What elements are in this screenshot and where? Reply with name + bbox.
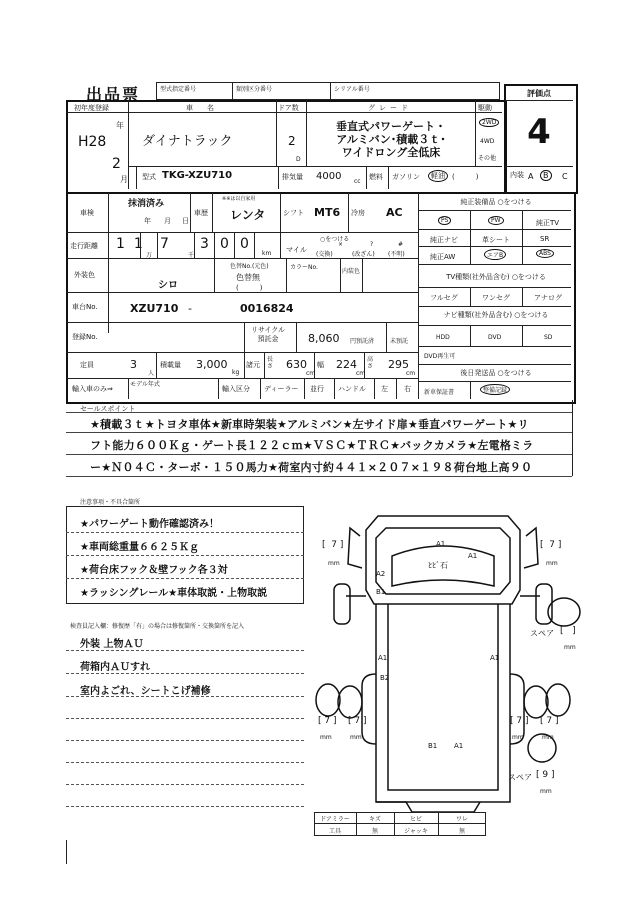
shashu-note: ※※は以自家用 [222, 196, 256, 202]
legend-tools-label: 工具 [328, 828, 341, 835]
drive-4wd: 4WD [480, 138, 495, 145]
month-unit: 月 [120, 175, 128, 184]
tire-rear-left-inner [338, 686, 362, 718]
shodo-label: 初年度登録 [74, 104, 109, 112]
reibou-value: AC [386, 206, 403, 219]
km-unit: km [262, 250, 272, 257]
height-label: 高さ [366, 356, 373, 370]
mileage-circle-note: ○をつける [320, 236, 350, 243]
registration-month: 2 [112, 156, 121, 172]
damage-a1-left: A1 [378, 654, 388, 662]
gaiso-value: シロ [158, 280, 178, 291]
length-value: 630 [286, 358, 307, 371]
dvd-playback: DVD再生可 [424, 353, 456, 360]
body-outline [376, 604, 510, 802]
fuel-diesel-circled: 軽油 [428, 170, 448, 182]
door-unit: D [296, 156, 301, 163]
mm-fl: mm [328, 560, 340, 567]
haikiryo-label: 排気量 [282, 173, 303, 181]
note-4: ★ラッシングレール★車体取説・上物取説 [80, 588, 268, 599]
mm-rr1: mm [512, 734, 524, 741]
tire-depth-front-left: [ 7 ] [322, 540, 344, 550]
legend-hibi: ヒビ [409, 816, 422, 823]
shaken-label: 車検 [80, 209, 94, 217]
sales-line-2: フト能力６００Ｋｇ・ゲート長１２２ｃｍ★ＶＳＣ★ＴＲＣ★バックカメラ★左電格ミラ [90, 439, 534, 452]
eq-abs-circled: ABS [536, 249, 554, 258]
evaluation-label: 評価点 [527, 89, 551, 98]
door-count: 2 [288, 134, 296, 148]
heiko-option: 並行 [310, 385, 324, 393]
tire-front-left [334, 584, 350, 624]
mm-spare2: mm [540, 788, 552, 795]
naiso-color-label: 内装色 [341, 268, 360, 275]
sales-points-label: セールスポイント [80, 405, 136, 413]
teiin-value: 3 [130, 358, 137, 371]
shashu-value: レンタ [230, 208, 266, 222]
naiso-c: C [562, 172, 568, 181]
tire-depth-rear-right-1: [ 7 ] [510, 716, 529, 726]
rear-bumper [376, 802, 480, 812]
navi-sd: SD [544, 334, 553, 341]
damage-b1-bottom: B1 [428, 742, 438, 750]
kudo-label: 駆動 [478, 104, 492, 112]
damage-a1-bottom: A1 [454, 742, 464, 750]
mirror-left [348, 528, 362, 568]
colorno-label: カラーNo. [290, 264, 318, 271]
legend-tools-value: 無 [371, 828, 378, 835]
eq-sr: SR [540, 235, 550, 243]
mileage-digit-6: 0 [240, 236, 249, 252]
fuel-other: ( ) [452, 173, 479, 181]
eq-navi: 純正ナビ [430, 236, 458, 244]
legend-kizu: キズ [369, 816, 381, 823]
spare-label-2: スペア [508, 773, 532, 782]
legend-door-mirror: ドアミラー [320, 816, 350, 823]
chassis-number: 0016824 [240, 302, 294, 315]
irogae-label: 色替No.(元色) [230, 263, 269, 270]
navi-dvd: DVD [488, 334, 502, 341]
mm-spare1: mm [564, 644, 576, 651]
chassis-model: XZU710 [130, 302, 179, 315]
body-inner [388, 604, 498, 790]
model-year-label: モデル年式 [130, 381, 160, 388]
evaluation-score: 4 [527, 112, 551, 152]
gaiso-label: 外装色 [74, 271, 95, 279]
man-unit: 万 [146, 252, 153, 259]
note-3: ★荷台床フック＆壁フック各３対 [80, 565, 228, 576]
eq-aw: 純正AW [430, 253, 456, 261]
handle-right: 右 [404, 385, 411, 393]
header-number-box [156, 82, 500, 100]
shamei-label: 車名 [186, 104, 228, 112]
sen-unit: 千 [188, 252, 195, 259]
cm-unit-1: cm [306, 370, 316, 377]
spare-depth-1: [ ] [560, 626, 576, 636]
handle-label: ハンドル [338, 385, 366, 393]
notes-label: 注意事項・不具合箇所 [80, 499, 141, 506]
teiin-label: 定員 [80, 361, 94, 369]
katashiki-value: TKG-XZU710 [162, 170, 233, 181]
naiso-label: 内装 [510, 171, 524, 179]
mileage-digit-1: 1 [116, 236, 125, 252]
shaken-year-unit: 年 [144, 217, 151, 225]
year-unit: 年 [116, 121, 124, 130]
length-label: 長さ [266, 356, 273, 370]
registration-no-label: 登録No. [72, 333, 98, 341]
recycle-paid: 円預託済 [350, 338, 375, 345]
height-value: 295 [388, 358, 409, 371]
kokan-option: (交換) [316, 251, 333, 258]
naiso-b-circled: B [540, 170, 552, 181]
mile-option: マイル [286, 246, 307, 254]
mileage-digit-3: 7 [160, 236, 169, 252]
cc-unit: cc [354, 178, 361, 185]
inspection-1: 外装 上物ＡＵ [80, 639, 144, 650]
haikiryo-value: 4000 [316, 171, 342, 182]
sheet-title: 出品票 [86, 85, 141, 104]
tire-rear-left-outer [316, 684, 340, 716]
eq-pw-circled: PW [488, 216, 504, 225]
inspection-2: 荷箱内ＡＵすれ [80, 662, 150, 673]
tire-depth-rear-right-2: [ 7 ] [540, 716, 559, 726]
naiso-a: A [528, 172, 534, 181]
eq-leather: 革シート [482, 236, 510, 244]
spare-label-1: スペア [530, 629, 554, 638]
recycle-amount: 8,060 [308, 332, 340, 345]
katashiki-label: 型式 [142, 173, 156, 181]
tire-depth-front-right: [ 7 ] [540, 540, 562, 550]
import-label: 輸入車のみ⇒ [72, 385, 113, 393]
eq-airbag-circled: エアB [484, 249, 506, 260]
fumei-option: (不明) [388, 251, 405, 258]
mm-fr: mm [546, 560, 558, 567]
damage-b2: B2 [380, 674, 390, 682]
sekisai-value: 3,000 [196, 358, 228, 371]
irogae-paren: ( ) [236, 284, 263, 292]
sales-line-1: ★積載３ｔ★トヨタ車体★新車時架装★アルミバン★左サイド扉★垂直パワーゲート★リ [90, 418, 529, 431]
kg-unit: kg [232, 369, 240, 376]
damage-b1-left: B1 [376, 588, 386, 596]
x-mark: × [338, 241, 344, 248]
legend-jack-value: 無 [458, 828, 465, 835]
import-kubun-label: 輸入区分 [222, 385, 250, 393]
mileage-digit-5: 0 [220, 236, 229, 252]
maintenance-record-circled: 整備記録 [480, 384, 510, 395]
spare-tire-1 [548, 598, 580, 626]
cm-unit-3: cm [406, 370, 416, 377]
fuel-label: 燃料 [369, 173, 383, 181]
mileage-digits [116, 236, 143, 252]
tire-depth-rear-left-2: [ 7 ] [348, 716, 367, 726]
damage-a2: A2 [376, 570, 386, 578]
sales-line-3: ー★Ｎ０４Ｃ・ターボ・１５０馬力★荷室内寸約４４１×２０７×１９８荷台地上高９０ [90, 461, 533, 474]
mm-rl2: mm [350, 734, 362, 741]
damage-a1-top: A1 [436, 540, 446, 548]
inspection-3: 室内よごれ、シートこげ補修 [80, 686, 211, 697]
note-2: ★車両総重量６６２５Ｋｇ [80, 542, 199, 553]
shaken-value: 抹消済み [128, 199, 165, 209]
eq-tv: 純正TV [536, 219, 560, 227]
junsei-equipment-label: 純正装備品 ○をつける [460, 198, 532, 206]
atohin-label: 後日発送品 ○をつける [460, 369, 532, 377]
dealer-option: ディーラー [264, 385, 299, 393]
shaken-month-unit: 月 [164, 217, 171, 225]
doors-label: ドア数 [278, 104, 299, 112]
mm-rl1: mm [320, 734, 332, 741]
tire-depth-rear-left-1: [ 7 ] [318, 716, 337, 726]
car-name: ダイナトラック [142, 134, 233, 149]
recycle-label: リサイクル預託金 [250, 326, 286, 343]
reibou-label: 冷房 [351, 209, 365, 217]
drive-other: その他 [478, 155, 497, 162]
nin-unit: 人 [148, 370, 155, 377]
shaken-day-unit: 日 [182, 217, 189, 225]
tire-rear-right-outer [546, 684, 570, 716]
mileage-digit-2: 1 [133, 236, 143, 252]
handle-left: 左 [381, 385, 388, 393]
navi-hdd: HDD [436, 334, 450, 341]
inspection-label: 検査員記入欄：修復歴「有」の場合は修復箇所・交換箇所を記入 [70, 623, 245, 630]
note-1: ★パワーゲート動作確認済み！ [80, 519, 219, 530]
damage-hibi: ﾋﾋﾞ石 [428, 561, 448, 570]
damage-a1-mid: A1 [490, 654, 500, 662]
kaizan-option: (改ざん) [352, 251, 375, 258]
mm-rr2: mm [542, 734, 554, 741]
cm-unit-2: cm [356, 370, 366, 377]
grade-label: グレード [368, 104, 412, 112]
tv-type-label: TV種類(社外品含む) ○をつける [446, 273, 546, 281]
mileage-label: 走行距離 [70, 242, 98, 250]
damage-a1-front: A1 [468, 552, 478, 560]
width-value: 224 [336, 358, 357, 371]
shogen-label: 諸元 [246, 361, 260, 369]
tv-fullseg: フルセグ [430, 294, 458, 302]
serial-label: シリアル番号 [334, 86, 370, 93]
mirror-right [524, 528, 538, 568]
chassis-label: 車台No. [72, 303, 98, 311]
katashiki-shitei-label: 型式指定番号 [160, 86, 197, 93]
tv-analog: アナログ [534, 294, 562, 302]
chassis-dash: - [188, 302, 192, 315]
legend-ware: ワレ [455, 816, 468, 823]
hash-mark: # [398, 241, 404, 248]
grade-text: 垂直式パワーゲート・ アルミバン･積載３ｔ･ ワイドロング全低床 [336, 120, 446, 159]
q-mark: ? [370, 241, 374, 248]
legend-jack-label: ジャッキ [404, 828, 428, 835]
spare-depth-2: [ 9 ] [536, 770, 555, 780]
shift-label: シフト [283, 209, 304, 217]
shift-value: MT6 [314, 206, 341, 219]
ruibetsu-label: 類別区分番号 [236, 86, 273, 93]
fuel-gasoline: ガソリン [392, 173, 420, 181]
shashu-label: 車歴 [194, 209, 208, 217]
sekisai-label: 積載量 [160, 361, 181, 369]
registration-era: H28 [78, 134, 107, 150]
width-label: 幅 [317, 361, 324, 369]
eq-ps-circled: PS [438, 216, 451, 225]
drive-2wd-circled: 2WD [479, 118, 499, 127]
navi-type-label: ナビ種類(社外品含む) ○をつける [443, 311, 549, 319]
mileage-digit-4: 3 [200, 236, 209, 252]
tire-rear-right-inner [524, 686, 548, 718]
tv-oneseg: ワンセグ [482, 294, 510, 302]
warranty-label: 新車保証書 [424, 389, 455, 396]
irogae-value: 色替無 [236, 273, 260, 282]
recycle-unpaid: 未預託 [390, 338, 409, 345]
